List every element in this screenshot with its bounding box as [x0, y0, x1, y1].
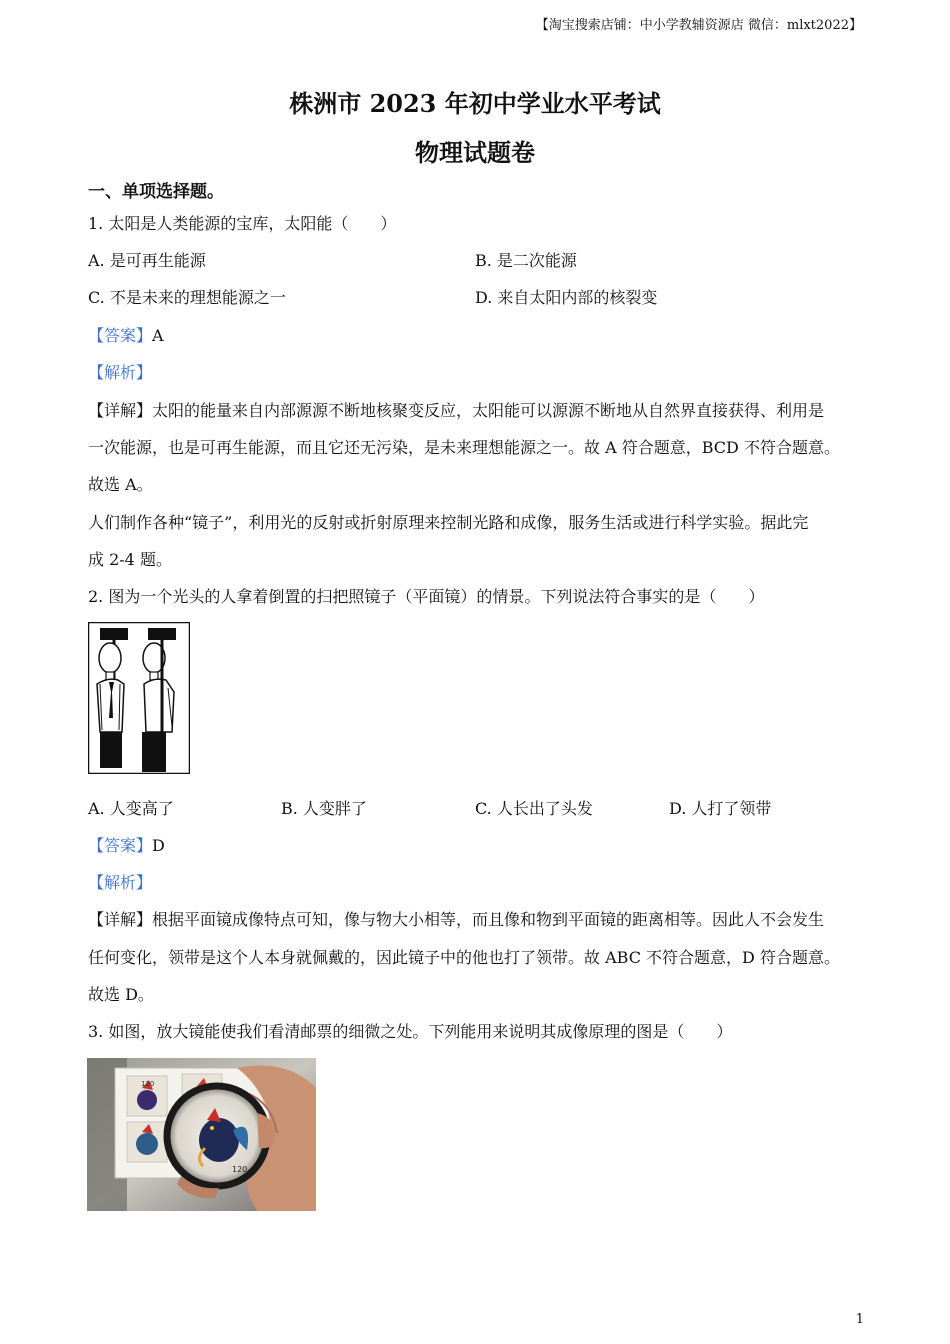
detail-text: 根据平面镜成像特点可知，像与物大小相等，而且像和物到平面镜的距离相等。因此人不会发生: [152, 910, 825, 929]
answer-tag: 【答案】: [88, 836, 153, 855]
answer-value: D: [152, 836, 165, 855]
stamp-value-small: 120: [141, 1080, 155, 1088]
q2-detail-line-2: 任何变化，领带是这个人本身就佩戴的，因此镜子中的他也打了领带。故 ABC 不符合题意，D 符合题意。: [88, 948, 840, 967]
mirror-figure: [88, 622, 190, 774]
detail-tag: 【详解】: [88, 401, 153, 420]
q3-stem: 3. 如图，放大镜能使我们看清邮票的细微之处。下列能用来说明其成像原理的图是（ ）: [88, 1022, 733, 1041]
q2-stem: 2. 图为一个光头的人拿着倒置的扫把照镜子（平面镜）的情景。下列说法符合事实的是（ ）: [88, 587, 765, 606]
answer-tag: 【答案】: [88, 326, 153, 345]
q2-option-b: B. 人变胖了: [281, 799, 367, 818]
q2-answer: [88, 833, 165, 856]
q1-option-d: D. 来自太阳内部的核裂变: [475, 288, 658, 307]
q1-detail-line-1: [88, 398, 824, 421]
mirror-scene-drawing: [88, 622, 190, 774]
detail-tag: 【详解】: [88, 910, 153, 929]
q1-detail-line-3: 故选 A。: [88, 475, 153, 494]
q1-answer: [88, 323, 164, 346]
q2-option-d: D. 人打了领带: [669, 799, 772, 818]
q1-stem: 1. 太阳是人类能源的宝库，太阳能（ ）: [88, 214, 397, 233]
intro-line-1: 人们制作各种“镜子”，利用光的反射或折射原理来控制光路和成像，服务生活或进行科学实验。据此完: [88, 513, 809, 532]
q1-option-b: B. 是二次能源: [475, 251, 577, 270]
magnifier-photo: [87, 1058, 316, 1211]
q2-option-a: A. 人变高了: [88, 799, 174, 818]
stamp-value-magnified: 120: [232, 1165, 248, 1174]
exam-title: 株洲市 2023 年初中学业水平考试: [289, 89, 661, 118]
magnifier-stamp-image: [87, 1058, 316, 1211]
q2-detail-line-3: 故选 D。: [88, 985, 154, 1004]
header-note: 【淘宝搜索店铺：中小学教辅资源店 微信：mlxt2022】: [535, 18, 862, 33]
q2-option-c: C. 人长出了头发: [475, 799, 593, 818]
section-heading: 一、单项选择题。: [88, 182, 224, 202]
q1-option-c: C. 不是未来的理想能源之一: [88, 288, 286, 307]
q1-option-a: A. 是可再生能源: [88, 251, 206, 270]
q1-detail-line-2: 一次能源，也是可再生能源，而且它还无污染，是未来理想能源之一。故 A 符合题意，BCD 不符合题意。: [88, 438, 840, 457]
q2-analysis-tag: 【解析】: [88, 873, 153, 892]
q2-detail-line-1: [88, 907, 824, 930]
exam-subtitle: 物理试题卷: [415, 138, 535, 167]
intro-line-2: 成 2-4 题。: [88, 550, 172, 569]
answer-value: A: [152, 326, 164, 345]
q1-analysis-tag: 【解析】: [88, 363, 153, 382]
page-number: 1: [855, 1312, 864, 1327]
detail-text: 太阳的能量来自内部源源不断地核聚变反应，太阳能可以源源不断地从自然界直接获得、利用是: [152, 401, 825, 420]
